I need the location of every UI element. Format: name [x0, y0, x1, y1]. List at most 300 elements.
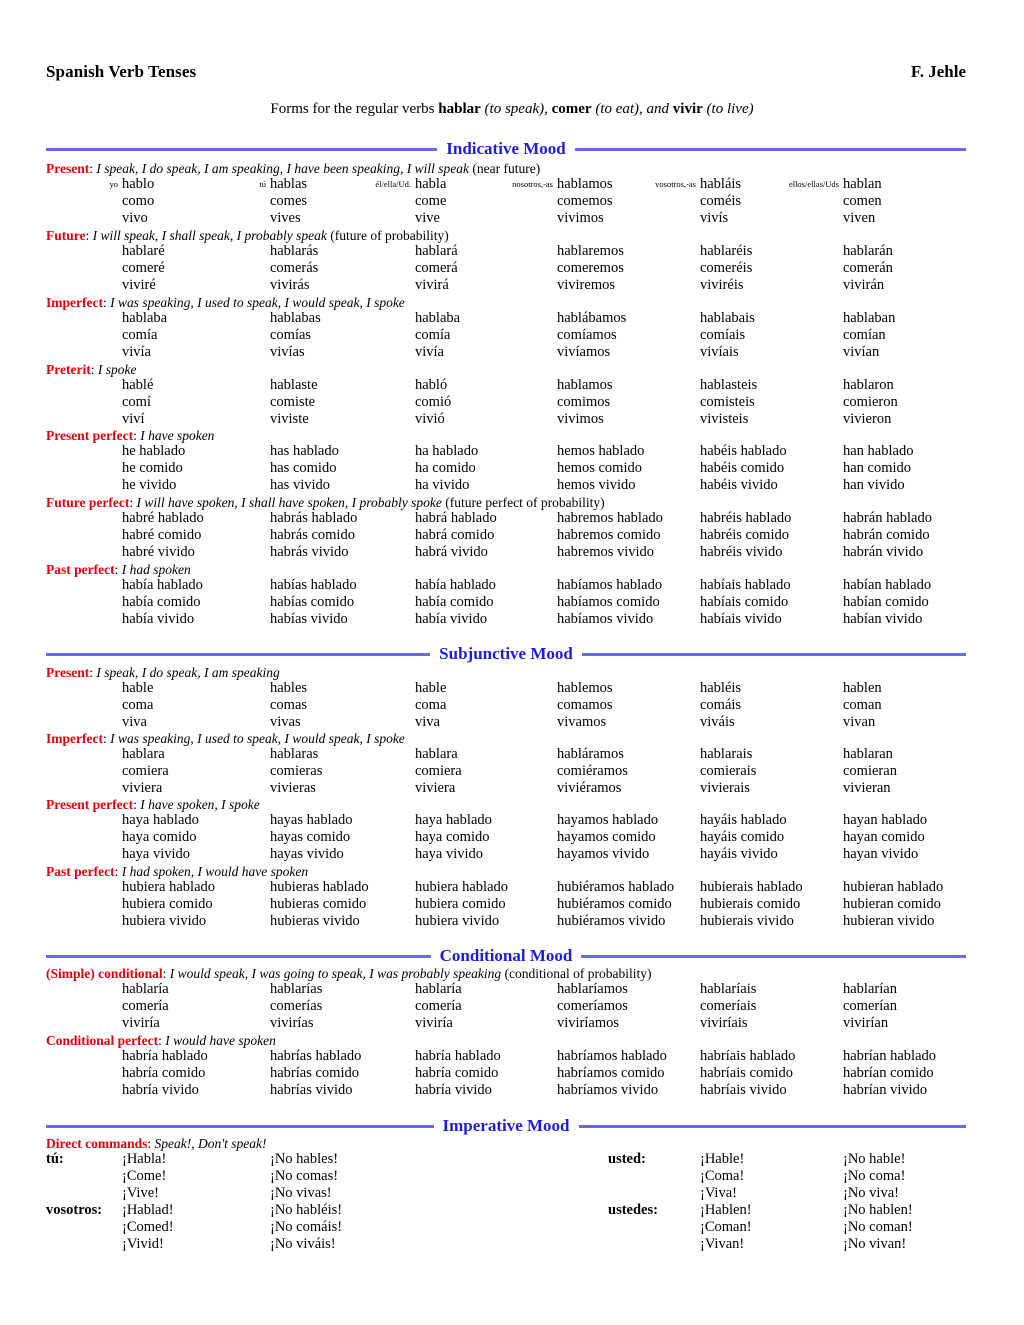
imperative-negative: ¡No coma! [843, 1168, 906, 1184]
tense-block-conditional-simple [46, 966, 976, 1032]
conj-cell: habrán vivido [843, 544, 924, 560]
tense-header [46, 864, 976, 879]
conj-cell: vivía [415, 344, 444, 360]
conj-cell: hablaras [270, 746, 319, 762]
imperative-negative: ¡No vivan! [843, 1236, 907, 1252]
conj-cell: comieran [843, 763, 897, 779]
tense-colon: : [102, 295, 111, 310]
table-row [46, 812, 976, 829]
conj-cell: comías [270, 327, 312, 343]
conj-cell: habría comido [122, 1065, 206, 1081]
conj-cell: viva [415, 714, 440, 730]
conj-cell: hubiera comido [415, 896, 506, 912]
imperative-affirmative: ¡Come! [122, 1168, 167, 1184]
conj-cell: habló [415, 377, 448, 393]
conj-cell: habían comido [843, 594, 929, 610]
conj-cell: hablaremos [557, 243, 624, 259]
conj-cell: hablaban [843, 310, 896, 326]
conj-cell: viviré [122, 277, 156, 293]
conj-cell: habrían hablado [843, 1048, 937, 1064]
table-row [46, 344, 976, 361]
tense-label: Imperfect [46, 731, 103, 746]
tense-header [46, 1136, 976, 1151]
author-name: F. Jehle [910, 62, 966, 81]
conj-cell: comiera [122, 763, 169, 779]
conj-cell: habéis comido [700, 460, 785, 476]
mood-label-subjunctive: Subjunctive Mood [439, 644, 573, 663]
conj-cell: hablarás [270, 243, 319, 259]
conj-cell: haya comido [415, 829, 490, 845]
tense-gloss: I had spoken, I would have spoken [121, 864, 309, 879]
conj-cell: hayáis vivido [700, 846, 778, 862]
verb-comer: comer [551, 101, 592, 117]
conj-cell: comeréis [700, 260, 753, 276]
imperative-negative: ¡No coman! [843, 1219, 913, 1235]
conj-cell: hablaste [270, 377, 318, 393]
conj-cell: habíamos comido [557, 594, 660, 610]
conj-cell: hubiéramos hablado [557, 879, 675, 895]
tense-colon: : [89, 161, 97, 176]
tense-gloss: I would speak, I was going to speak, I was probably speaking [169, 966, 502, 981]
conj-cell: habrás vivido [270, 544, 349, 560]
conj-cell: hablarías [270, 981, 323, 997]
conj-cell: comeríamos [557, 998, 628, 1014]
tense-header [46, 562, 976, 577]
conj-cell: comeríais [700, 998, 757, 1014]
conj-cell: hayan comido [843, 829, 925, 845]
divider-rule-left [46, 1125, 434, 1128]
conj-cell: has vivido [270, 477, 331, 493]
conj-cell: hubiera comido [122, 896, 213, 912]
divider-rule-right [575, 148, 966, 151]
tense-block-subjunctive-past-perfect [46, 864, 976, 930]
tense-gloss: I speak, I do speak, I am speaking [96, 665, 280, 680]
conj-cell: hubieras hablado [270, 879, 369, 895]
conj-cell: había hablado [415, 577, 496, 593]
conj-cell: viviría [122, 1015, 160, 1031]
conj-cell: había comido [415, 594, 494, 610]
conj-cell: había vivido [415, 611, 488, 627]
conj-cell: hablemos [557, 680, 613, 696]
table-row [46, 477, 976, 494]
document-subtitle [0, 101, 1024, 118]
conj-cell: hablaríamos [557, 981, 628, 997]
conj-cell: coma [122, 697, 154, 713]
table-row [46, 327, 976, 344]
conj-cell: hable [122, 680, 154, 696]
imperative-negative: ¡No hablen! [843, 1202, 913, 1218]
conj-cell: habrá vivido [415, 544, 488, 560]
conj-cell: comisteis [700, 394, 755, 410]
tense-block-conditional-perfect [46, 1033, 976, 1099]
conj-cell: comíais [700, 327, 746, 343]
imperative-label-ustedes: ustedes: [608, 1202, 658, 1218]
conj-cell: hubieras vivido [270, 913, 360, 929]
tense-label: Preterit [46, 362, 91, 377]
conj-cell: hablaréis [700, 243, 753, 259]
conj-cell: hayáis hablado [700, 812, 787, 828]
conj-cell: había hablado [122, 577, 203, 593]
tense-block-indicative-present-perfect [46, 428, 976, 494]
divider-rule-left [46, 653, 430, 656]
table-row [46, 746, 976, 763]
conj-cell: comeremos [557, 260, 624, 276]
conj-cell: han hablado [843, 443, 914, 459]
conj-cell: habla [415, 176, 447, 192]
conj-cell: habría vivido [415, 1082, 492, 1098]
subtitle-text-pre: Forms for the regular verbs [270, 101, 439, 117]
table-row [46, 1048, 976, 1065]
conj-cell: habríais hablado [700, 1048, 796, 1064]
tense-colon: : [129, 495, 137, 510]
conj-cell: habrán comido [843, 527, 930, 543]
imperative-negative: ¡No comas! [270, 1168, 339, 1184]
conj-cell: vives [270, 210, 301, 226]
conj-cell: habrías vivido [270, 1082, 353, 1098]
conj-cell: vivo [122, 210, 148, 226]
imperative-affirmative: ¡Hable! [700, 1151, 745, 1167]
tense-paren-note: (near future) [472, 161, 541, 176]
conj-cell: viviéramos [557, 780, 622, 796]
conj-cell: comieras [270, 763, 323, 779]
conj-cell: hablamos [557, 377, 613, 393]
conj-cell: habrían comido [843, 1065, 934, 1081]
imperative-label-usted: usted: [608, 1151, 646, 1167]
conj-cell: comierais [700, 763, 757, 779]
imperative-affirmative: ¡Viva! [700, 1185, 737, 1201]
conj-cell: hablabas [270, 310, 321, 326]
table-row [46, 260, 976, 277]
conj-cell: hubieras comido [270, 896, 367, 912]
conjugation-rows [46, 510, 976, 561]
tense-block-indicative-present [46, 161, 976, 227]
mood-heading-subjunctive [46, 644, 966, 664]
table-row [46, 1168, 976, 1185]
conj-cell: habría hablado [122, 1048, 208, 1064]
conj-cell: viviréis [700, 277, 744, 293]
conj-cell: ha comido [415, 460, 476, 476]
table-row [46, 510, 976, 527]
conj-cell: comiste [270, 394, 316, 410]
imperative-negative: ¡No viváis! [270, 1236, 336, 1252]
conj-cell: comemos [557, 193, 613, 209]
conj-cell: habría hablado [415, 1048, 501, 1064]
conj-cell: había comido [122, 594, 201, 610]
tense-gloss: I have spoken [140, 428, 215, 443]
tense-header [46, 295, 976, 310]
table-row [46, 1185, 976, 1202]
conj-cell: vivíamos [557, 344, 611, 360]
conj-cell: habrás comido [270, 527, 355, 543]
conj-cell: vivamos [557, 714, 607, 730]
conj-cell: viviría [415, 1015, 453, 1031]
conj-cell: habláis [700, 176, 742, 192]
conj-cell: coma [415, 697, 447, 713]
pronoun-nosotros: nosotros,-as [512, 179, 553, 189]
conjugation-rows [46, 812, 976, 863]
conj-cell: vivieran [843, 780, 891, 796]
conjugation-rows [46, 577, 976, 628]
table-row [46, 193, 976, 210]
conj-cell: comeré [122, 260, 165, 276]
conj-cell: comía [415, 327, 451, 343]
conj-cell: hayas comido [270, 829, 351, 845]
conj-cell: habrías hablado [270, 1048, 362, 1064]
divider-rule-right [581, 955, 966, 958]
tense-header [46, 665, 976, 680]
conj-cell: como [122, 193, 155, 209]
tense-colon: : [90, 362, 98, 377]
conj-cell: hubiera hablado [122, 879, 216, 895]
table-row [46, 394, 976, 411]
tense-header [46, 731, 976, 746]
conjugation-rows [46, 243, 976, 294]
imperative-affirmative: ¡Vive! [122, 1185, 159, 1201]
conj-cell: habías vivido [270, 611, 348, 627]
conjugation-rows [46, 443, 976, 494]
conj-cell: habríais comido [700, 1065, 794, 1081]
conj-cell: hablaríais [700, 981, 757, 997]
table-row [46, 277, 976, 294]
tense-colon: : [102, 731, 111, 746]
divider-rule-left [46, 955, 431, 958]
conj-cell: habías hablado [270, 577, 357, 593]
conj-cell: hablaré [122, 243, 165, 259]
conj-cell: viváis [700, 714, 735, 730]
mood-label-indicative: Indicative Mood [446, 139, 566, 158]
conj-cell: comimos [557, 394, 611, 410]
conj-cell: viven [843, 210, 876, 226]
tense-label: Future [46, 228, 86, 243]
verb-comer-gloss: (to eat), and [591, 101, 673, 117]
conj-cell: habréis vivido [700, 544, 783, 560]
conj-cell: comas [270, 697, 308, 713]
conj-cell: comáis [700, 697, 742, 713]
conj-cell: hablasteis [700, 377, 758, 393]
imperative-negative: ¡No hables! [270, 1151, 339, 1167]
conjugation-rows [46, 377, 976, 428]
conj-cell: vive [415, 210, 440, 226]
tense-label: Imperfect [46, 295, 103, 310]
conj-cell: habría vivido [122, 1082, 199, 1098]
imperative-label-vosotros: vosotros: [46, 1202, 103, 1218]
table-row [46, 443, 976, 460]
tense-colon: : [158, 1033, 166, 1048]
conj-cell: vivierais [700, 780, 750, 796]
conjugation-rows [46, 176, 976, 227]
conj-cell: hubieran vivido [843, 913, 935, 929]
conj-cell: hablaba [415, 310, 461, 326]
conj-cell: habéis hablado [700, 443, 787, 459]
conj-cell: hablará [415, 243, 458, 259]
conj-cell: comió [415, 394, 452, 410]
conj-cell: comían [843, 327, 886, 343]
conj-cell: hubiera hablado [415, 879, 509, 895]
conj-cell: habían hablado [843, 577, 932, 593]
conj-cell: hubiéramos comido [557, 896, 672, 912]
tense-gloss: I will have spoken, I shall have spoken, I probably spoke [136, 495, 442, 510]
tense-colon: : [89, 665, 97, 680]
tense-block-subjunctive-imperfect [46, 731, 976, 797]
tense-gloss: I spoke [97, 362, 137, 377]
tense-block-indicative-future-perfect [46, 495, 976, 561]
table-row [46, 310, 976, 327]
tense-paren-note: (conditional of probability) [504, 966, 652, 981]
conj-cell: habíamos hablado [557, 577, 663, 593]
conj-cell: hayamos hablado [557, 812, 659, 828]
tense-gloss: I will speak, I shall speak, I probably speak [92, 228, 327, 243]
imperative-affirmative: ¡Coman! [700, 1219, 752, 1235]
imperative-affirmative: ¡Vivid! [122, 1236, 164, 1252]
conj-cell: hubierais comido [700, 896, 801, 912]
conj-cell: viví [122, 411, 145, 427]
conj-cell: habríamos comido [557, 1065, 665, 1081]
conj-cell: viviera [415, 780, 456, 796]
conj-cell: hablaron [843, 377, 894, 393]
conj-cell: haya hablado [122, 812, 199, 828]
table-row [46, 846, 976, 863]
document-header [46, 62, 966, 82]
conj-cell: hables [270, 680, 308, 696]
tense-block-indicative-preterit [46, 362, 976, 428]
pronoun-yo: yo [109, 179, 118, 189]
conj-cell: vivió [415, 411, 445, 427]
conj-cell: hablé [122, 377, 154, 393]
verb-vivir: vivir [672, 101, 703, 117]
conj-cell: había vivido [122, 611, 195, 627]
pronoun-el-ella-ud: él/ella/Ud. [375, 179, 411, 189]
conj-cell: he comido [122, 460, 183, 476]
table-row [46, 1202, 976, 1219]
divider-rule-right [579, 1125, 967, 1128]
tense-colon: : [147, 1136, 155, 1151]
tense-label: Present perfect [46, 797, 134, 812]
verb-hablar-gloss: (to speak), [480, 101, 552, 117]
tense-label: Future perfect [46, 495, 130, 510]
conj-cell: habría comido [415, 1065, 499, 1081]
tense-colon: : [133, 428, 141, 443]
imperative-affirmative: ¡Comed! [122, 1219, 174, 1235]
tense-block-indicative-imperfect [46, 295, 976, 361]
tense-label: Direct commands [46, 1136, 148, 1151]
conj-cell: hablan [843, 176, 882, 192]
table-row [46, 763, 976, 780]
conj-cell: comíamos [557, 327, 617, 343]
conj-cell: hubieran hablado [843, 879, 944, 895]
conj-cell: habréis hablado [700, 510, 792, 526]
imperative-affirmative: ¡Coma! [700, 1168, 745, 1184]
conj-cell: he hablado [122, 443, 186, 459]
tense-label: Past perfect [46, 864, 115, 879]
conj-cell: habrá hablado [415, 510, 497, 526]
conj-cell: vivas [270, 714, 301, 730]
conj-cell: vivían [843, 344, 880, 360]
tense-header [46, 966, 976, 981]
conj-cell: coman [843, 697, 882, 713]
conj-cell: viviera [122, 780, 163, 796]
conj-cell: habrían vivido [843, 1082, 928, 1098]
conj-cell: habré vivido [122, 544, 195, 560]
imperative-affirmative: ¡Hablad! [122, 1202, 174, 1218]
imperative-affirmative: ¡Hablen! [700, 1202, 752, 1218]
conj-cell: comen [843, 193, 882, 209]
tense-block-indicative-past-perfect [46, 562, 976, 628]
table-row [46, 1151, 976, 1168]
table-row [46, 879, 976, 896]
pronoun-ellos-ellas-uds: ellos/ellas/Uds [788, 179, 839, 189]
conj-cell: hablamos [557, 176, 613, 192]
conjugation-rows [46, 981, 976, 1032]
table-row [46, 176, 976, 193]
table-row [46, 1065, 976, 1082]
conj-cell: vivan [843, 714, 876, 730]
conj-cell: habrán hablado [843, 510, 932, 526]
conj-cell: comerás [270, 260, 319, 276]
conj-cell: haya vivido [122, 846, 191, 862]
conj-cell: hayamos vivido [557, 846, 650, 862]
verb-hablar: hablar [438, 101, 481, 117]
conj-cell: hablábamos [557, 310, 627, 326]
conj-cell: hablas [270, 176, 308, 192]
conjugation-rows [46, 680, 976, 731]
conj-cell: comieron [843, 394, 898, 410]
conj-cell: vivieras [270, 780, 316, 796]
conj-cell: hubiera vivido [122, 913, 207, 929]
conj-cell: comería [415, 998, 462, 1014]
table-row [46, 896, 976, 913]
tense-label: Present [46, 161, 90, 176]
tense-colon: : [133, 797, 141, 812]
conj-cell: hubiéramos vivido [557, 913, 666, 929]
imperative-negative: ¡No vivas! [270, 1185, 332, 1201]
table-row [46, 594, 976, 611]
imperative-negative: ¡No habléis! [270, 1202, 343, 1218]
conj-cell: hubiera vivido [415, 913, 500, 929]
conj-cell: vivisteis [700, 411, 749, 427]
tense-label: (Simple) conditional [46, 966, 163, 981]
tense-label: Present [46, 665, 90, 680]
mood-heading-imperative [46, 1116, 966, 1136]
conj-cell: vivís [700, 210, 729, 226]
tense-header [46, 362, 976, 377]
conj-cell: habréis comido [700, 527, 789, 543]
conj-cell: viviremos [557, 277, 615, 293]
conj-cell: hayas vivido [270, 846, 344, 862]
conj-cell: habrás hablado [270, 510, 358, 526]
table-row [46, 1219, 976, 1236]
conj-cell: he vivido [122, 477, 177, 493]
table-row [46, 780, 976, 797]
conj-cell: comería [122, 998, 169, 1014]
tense-gloss: I was speaking, I used to speak, I would speak, I spoke [110, 731, 405, 746]
conj-cell: comerían [843, 998, 897, 1014]
conj-cell: hablo [122, 176, 155, 192]
conj-cell: habré hablado [122, 510, 204, 526]
conj-cell: hayan hablado [843, 812, 928, 828]
tense-header [46, 228, 976, 243]
conj-cell: vivirías [270, 1015, 314, 1031]
conj-cell: viviríais [700, 1015, 748, 1031]
conj-cell: habremos comido [557, 527, 661, 543]
conj-cell: habríamos vivido [557, 1082, 659, 1098]
table-row [46, 1082, 976, 1099]
tense-colon: : [162, 966, 170, 981]
conj-cell: viva [122, 714, 147, 730]
conj-cell: vivíais [700, 344, 739, 360]
conjugation-rows [46, 879, 976, 930]
table-row [46, 544, 976, 561]
tense-gloss: I was speaking, I used to speak, I would speak, I spoke [110, 295, 405, 310]
